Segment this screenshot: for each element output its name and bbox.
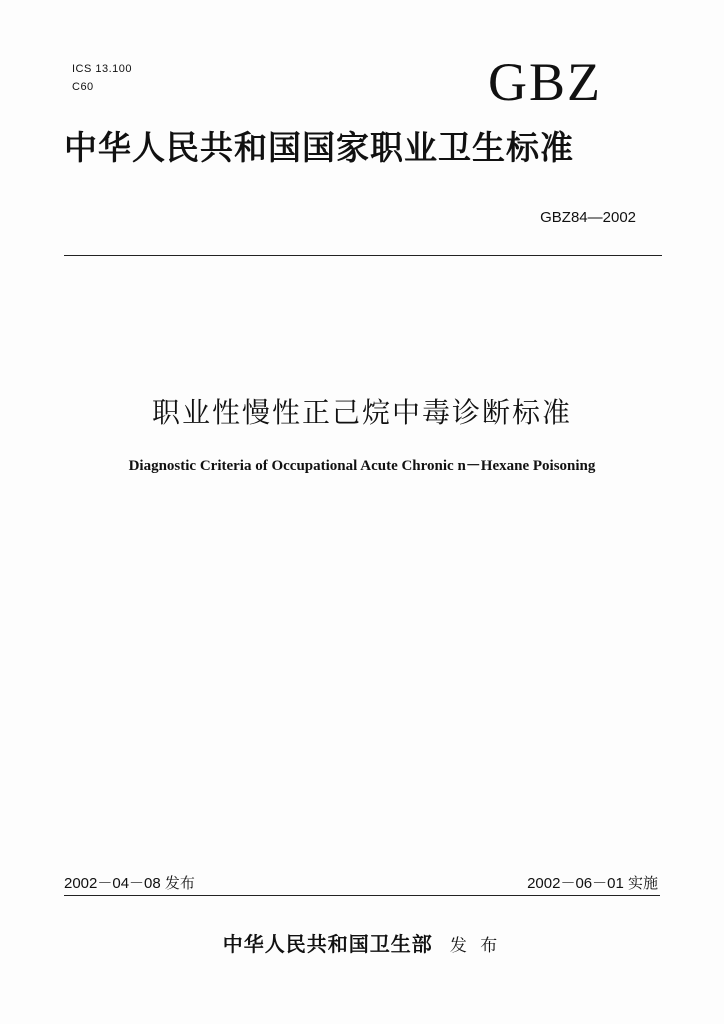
standard-number: GBZ84—2002 [540, 209, 636, 226]
standard-mark: GBZ [488, 52, 602, 112]
ics-code: ICS 13.100 [72, 63, 133, 75]
classification-codes [72, 60, 132, 96]
publisher-action: 发 布 [449, 936, 502, 956]
document-title-english: Diagnostic Criteria of Occupational Acute Chronic n－Hexane Poisoning [128, 458, 596, 474]
effective-date: 2002－06－01 实施 [527, 875, 658, 892]
ccs-code: C60 [72, 81, 94, 93]
footer-divider [64, 895, 660, 896]
issuing-body-title: 中华人民共和国国家职业卫生标准 [64, 128, 574, 167]
publisher-line [0, 928, 724, 957]
issue-date: 2002－04－08 发布 [64, 875, 195, 892]
header-divider [64, 255, 662, 256]
document-title-chinese: 职业性慢性正己烷中毒诊断标准 [151, 396, 572, 429]
publisher-name: 中华人民共和国卫生部 [222, 932, 433, 956]
